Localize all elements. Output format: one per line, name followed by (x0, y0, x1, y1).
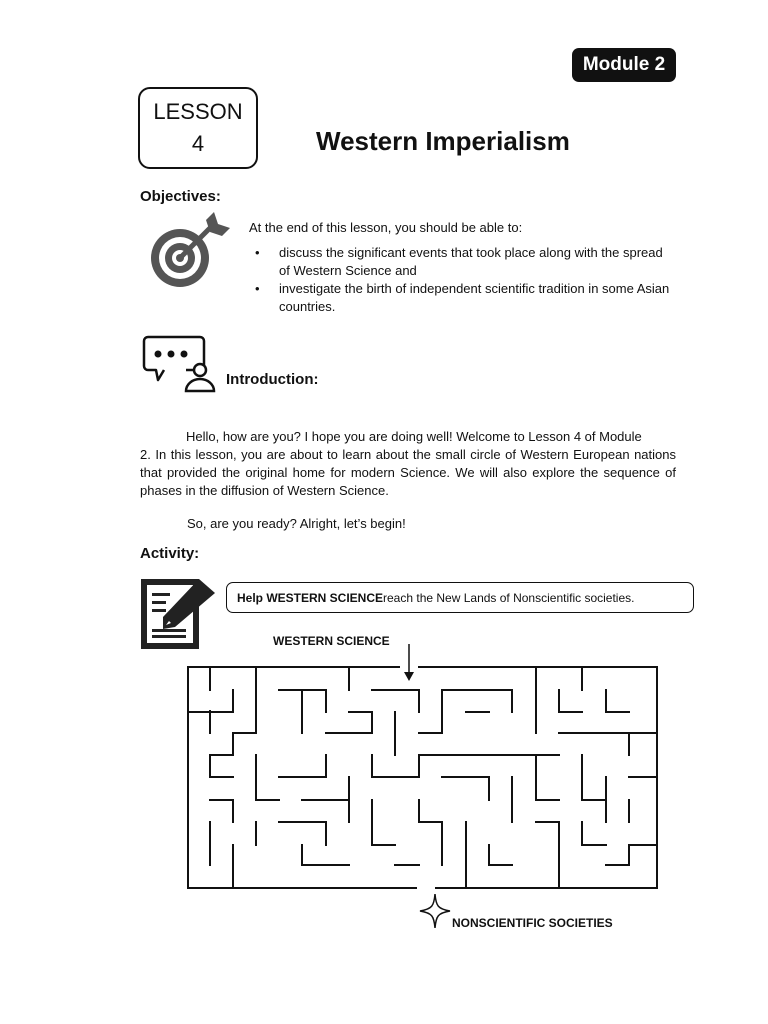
introduction-paragraph-rest: 2. In this lesson, you are about to learn about the small circle of Western European nations that provided the original home for modern Science. We will also explore the sequence of phases in the diffusion of Western Science. (140, 447, 676, 498)
introduction-paragraph (140, 428, 676, 500)
page-title: Western Imperialism (316, 126, 570, 156)
module-label: Module 2 (582, 54, 666, 75)
chat-user-icon (142, 334, 216, 394)
instruction-rest: reach the New Lands of Nonscientific societies. (383, 590, 635, 605)
objectives-heading: Objectives: (140, 188, 221, 205)
objective-item: • investigate the birth of independent scientific tradition in some Asian countries. (255, 280, 675, 316)
maze-end-label: NONSCIENTIFIC SOCIETIES (452, 916, 613, 930)
target-arrow-icon (148, 210, 234, 290)
introduction-heading: Introduction: (226, 371, 319, 388)
module-badge (572, 48, 676, 82)
star-icon (419, 893, 451, 929)
activity-heading: Activity: (140, 545, 200, 562)
document-pencil-icon (139, 577, 217, 651)
lesson-number: 4 (191, 131, 205, 156)
objectives-list (255, 244, 675, 316)
maze[interactable] (186, 665, 659, 890)
activity-instruction (226, 582, 694, 613)
lesson-box (138, 87, 258, 169)
introduction-paragraph-first: Hello, how are you? I hope you are doing well! Welcome to Lesson 4 of Module (186, 429, 642, 444)
objectives-intro: At the end of this lesson, you should be able to: (249, 220, 523, 235)
lesson-word: LESSON (153, 99, 243, 124)
introduction-ready: So, are you ready? Alright, let’s begin! (187, 516, 406, 531)
instruction-bold: Help WESTERN SCIENCE (237, 590, 384, 605)
objective-item: • discuss the significant events that took place along with the spread of Western Science and (255, 244, 675, 280)
maze-start-label: WESTERN SCIENCE (273, 634, 390, 648)
